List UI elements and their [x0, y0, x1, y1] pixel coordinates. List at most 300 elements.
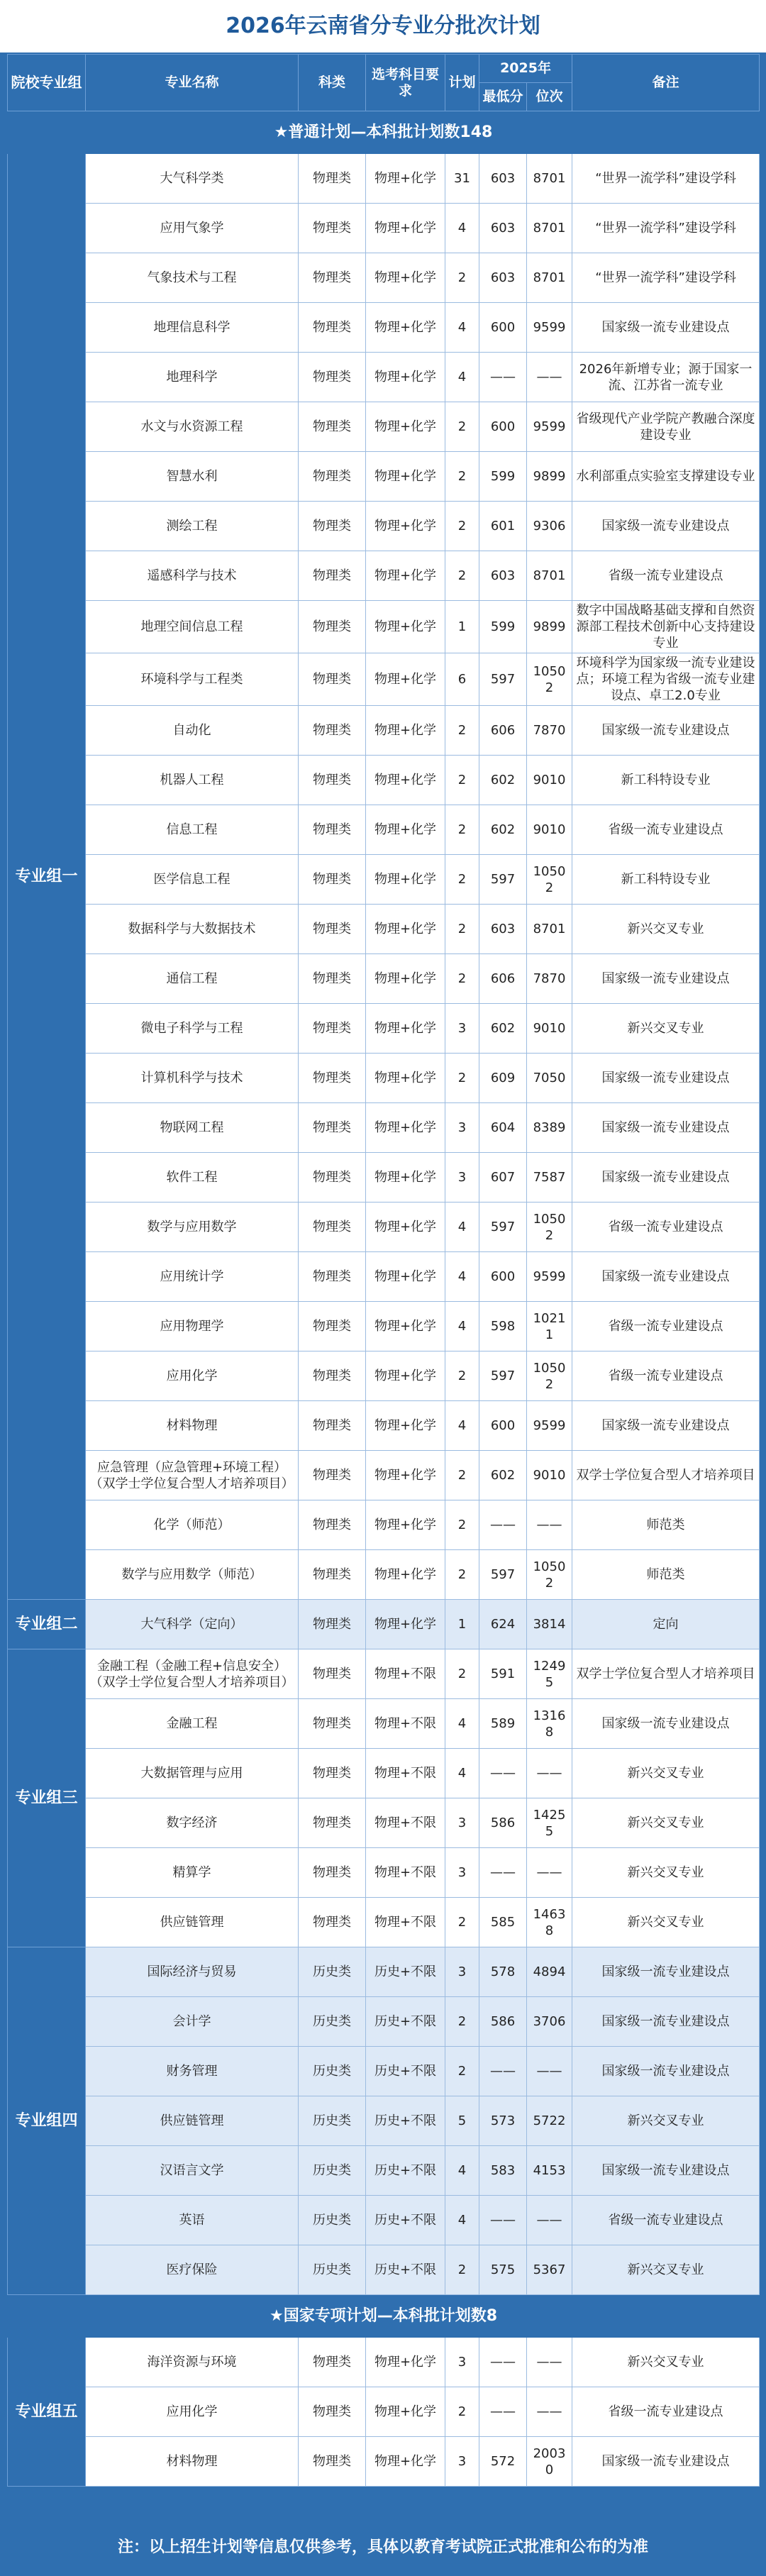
rank: 9599 — [527, 402, 572, 452]
major-name: 金融工程 — [86, 1699, 299, 1749]
min-score: 600 — [479, 303, 527, 353]
category: 物理类 — [299, 905, 366, 954]
min-score: 583 — [479, 2146, 527, 2196]
min-score: 597 — [479, 1351, 527, 1401]
plan-count: 3 — [445, 1947, 479, 1997]
plan-count: 1 — [445, 601, 479, 653]
plan-count: 2 — [445, 402, 479, 452]
remark: 国家级一流专业建设点 — [572, 954, 760, 1004]
major-name: 应用化学 — [86, 2387, 299, 2437]
major-name: 英语 — [86, 2196, 299, 2245]
remark: 国家级一流专业建设点 — [572, 2146, 760, 2196]
subject-requirement: 物理+化学 — [366, 253, 445, 303]
major-name: 通信工程 — [86, 954, 299, 1004]
remark: 省级一流专业建设点 — [572, 2387, 760, 2437]
subject-requirement: 物理+化学 — [366, 204, 445, 253]
rank: 3814 — [527, 1600, 572, 1649]
major-name: 大气科学（定向） — [86, 1600, 299, 1649]
remark: 国家级一流专业建设点 — [572, 2437, 760, 2487]
min-score: 599 — [479, 452, 527, 502]
header-rank: 位次 — [527, 83, 572, 111]
remark: 国家级一流专业建设点 — [572, 1252, 760, 1302]
subject-requirement: 物理+化学 — [366, 551, 445, 601]
min-score: 603 — [479, 253, 527, 303]
table-row — [8, 1898, 760, 1947]
table-row — [8, 1947, 760, 1997]
rank: 7587 — [527, 1153, 572, 1203]
subject-requirement: 物理+化学 — [366, 1203, 445, 1252]
major-name: 信息工程 — [86, 805, 299, 855]
remark: 新兴交叉专业 — [572, 905, 760, 954]
category: 物理类 — [299, 1798, 366, 1848]
plan-count: 2 — [445, 1550, 479, 1600]
subject-requirement: 历史+不限 — [366, 1997, 445, 2047]
min-score: 602 — [479, 1004, 527, 1054]
remark: 新兴交叉专业 — [572, 2096, 760, 2146]
category: 物理类 — [299, 402, 366, 452]
section-header: ★普通计划—本科批计划数148 — [8, 111, 760, 154]
rank: 9899 — [527, 452, 572, 502]
min-score: —— — [479, 353, 527, 402]
header-plan: 计划 — [445, 55, 479, 111]
major-name: 水文与水资源工程 — [86, 402, 299, 452]
group-name: 专业组二 — [8, 1600, 86, 1649]
remark: 双学士学位复合型人才培养项目 — [572, 1451, 760, 1500]
subject-requirement: 物理+不限 — [366, 1898, 445, 1947]
remark: 双学士学位复合型人才培养项目 — [572, 1649, 760, 1699]
category: 物理类 — [299, 1252, 366, 1302]
plan-count: 3 — [445, 1004, 479, 1054]
category: 物理类 — [299, 1848, 366, 1898]
subject-requirement: 物理+化学 — [366, 601, 445, 653]
remark: 国家级一流专业建设点 — [572, 1401, 760, 1451]
subject-requirement: 物理+化学 — [366, 1054, 445, 1103]
rank: 9899 — [527, 601, 572, 653]
plan-count: 4 — [445, 204, 479, 253]
plan-count: 2 — [445, 502, 479, 551]
plan-count: 4 — [445, 1401, 479, 1451]
min-score: —— — [479, 2338, 527, 2387]
major-name: 化学（师范） — [86, 1500, 299, 1550]
subject-requirement: 物理+化学 — [366, 1600, 445, 1649]
major-name: 大气科学类 — [86, 154, 299, 204]
group-name: 专业组三 — [8, 1649, 86, 1947]
page-title: 2026年云南省分专业分批次计划 — [0, 0, 766, 52]
plan-count: 2 — [445, 1649, 479, 1699]
plan-count: 4 — [445, 353, 479, 402]
plan-count: 2 — [445, 1054, 479, 1103]
category: 物理类 — [299, 1103, 366, 1153]
category: 物理类 — [299, 353, 366, 402]
table-row — [8, 2338, 760, 2387]
category: 历史类 — [299, 2196, 366, 2245]
major-name: 物联网工程 — [86, 1103, 299, 1153]
subject-requirement: 物理+化学 — [366, 2387, 445, 2437]
min-score: 597 — [479, 1203, 527, 1252]
plan-count: 2 — [445, 1898, 479, 1947]
remark: 新兴交叉专业 — [572, 2338, 760, 2387]
min-score: 578 — [479, 1947, 527, 1997]
min-score: 606 — [479, 954, 527, 1004]
subject-requirement: 历史+不限 — [366, 2047, 445, 2096]
table-row — [8, 653, 760, 706]
table-row — [8, 905, 760, 954]
major-name: 金融工程（金融工程+信息安全）（双学士学位复合型人才培养项目） — [86, 1649, 299, 1699]
rank: 8701 — [527, 253, 572, 303]
remark: 定向 — [572, 1600, 760, 1649]
rank: —— — [527, 2196, 572, 2245]
major-name: 供应链管理 — [86, 2096, 299, 2146]
table-row — [8, 303, 760, 353]
header-group: 院校专业组 — [8, 55, 86, 111]
rank: —— — [527, 1500, 572, 1550]
table-row — [8, 204, 760, 253]
category: 物理类 — [299, 1004, 366, 1054]
category: 物理类 — [299, 1401, 366, 1451]
rank: 12495 — [527, 1649, 572, 1699]
table-row — [8, 1153, 760, 1203]
category: 物理类 — [299, 502, 366, 551]
remark: “世界一流学科”建设学科 — [572, 253, 760, 303]
plan-count: 4 — [445, 1699, 479, 1749]
remark: “世界一流学科”建设学科 — [572, 204, 760, 253]
rank: 9010 — [527, 756, 572, 805]
remark: 国家级一流专业建设点 — [572, 2047, 760, 2096]
subject-requirement: 物理+化学 — [366, 756, 445, 805]
min-score: 586 — [479, 1798, 527, 1848]
rank: —— — [527, 2338, 572, 2387]
remark: 国家级一流专业建设点 — [572, 502, 760, 551]
remark: 数字中国战略基础支撑和自然资源部工程技术创新中心支持建设专业 — [572, 601, 760, 653]
rank: —— — [527, 353, 572, 402]
rank: 4153 — [527, 2146, 572, 2196]
category: 历史类 — [299, 2245, 366, 2295]
subject-requirement: 物理+化学 — [366, 954, 445, 1004]
header-remark: 备注 — [572, 55, 760, 111]
plan-count: 2 — [445, 452, 479, 502]
subject-requirement: 物理+化学 — [366, 353, 445, 402]
header-category: 科类 — [299, 55, 366, 111]
table-row — [8, 1004, 760, 1054]
major-name: 应用统计学 — [86, 1252, 299, 1302]
header-subjects: 选考科目要求 — [366, 55, 445, 111]
footer-note: 注：以上招生计划等信息仅供参考，具体以教育考试院正式批准和公布的为准 — [117, 2538, 648, 2556]
rank: 7050 — [527, 1054, 572, 1103]
header-major: 专业名称 — [86, 55, 299, 111]
major-name: 材料物理 — [86, 1401, 299, 1451]
table-row — [8, 154, 760, 204]
remark: 师范类 — [572, 1550, 760, 1600]
major-name: 医疗保险 — [86, 2245, 299, 2295]
table-row — [8, 1500, 760, 1550]
major-name: 应急管理（应急管理+环境工程）（双学士学位复合型人才培养项目） — [86, 1451, 299, 1500]
table-row — [8, 1600, 760, 1649]
table-row — [8, 1550, 760, 1600]
category: 物理类 — [299, 204, 366, 253]
rank: 4894 — [527, 1947, 572, 1997]
remark: 水利部重点实验室支撑建设专业 — [572, 452, 760, 502]
min-score: 600 — [479, 1252, 527, 1302]
category: 物理类 — [299, 1302, 366, 1351]
min-score: 599 — [479, 601, 527, 653]
subject-requirement: 物理+化学 — [366, 1550, 445, 1600]
category: 历史类 — [299, 2047, 366, 2096]
major-name: 自动化 — [86, 706, 299, 756]
table-row — [8, 1848, 760, 1898]
table-row — [8, 1649, 760, 1699]
table-row — [8, 954, 760, 1004]
rank: 20030 — [527, 2437, 572, 2487]
rank: 3706 — [527, 1997, 572, 2047]
major-name: 计算机科学与技术 — [86, 1054, 299, 1103]
rank: 5722 — [527, 2096, 572, 2146]
plan-count: 5 — [445, 2096, 479, 2146]
subject-requirement: 物理+化学 — [366, 1103, 445, 1153]
subject-requirement: 物理+化学 — [366, 154, 445, 204]
remark: 新工科特设专业 — [572, 756, 760, 805]
subject-requirement: 物理+化学 — [366, 402, 445, 452]
category: 物理类 — [299, 954, 366, 1004]
table-row — [8, 1401, 760, 1451]
major-name: 环境科学与工程类 — [86, 653, 299, 706]
table-row — [8, 2387, 760, 2437]
subject-requirement: 物理+化学 — [366, 653, 445, 706]
plan-count: 2 — [445, 1997, 479, 2047]
remark: 2026年新增专业；源于国家一流、江苏省一流专业 — [572, 353, 760, 402]
major-name: 微电子科学与工程 — [86, 1004, 299, 1054]
category: 物理类 — [299, 154, 366, 204]
rank: 9010 — [527, 805, 572, 855]
remark: 国家级一流专业建设点 — [572, 303, 760, 353]
subject-requirement: 物理+化学 — [366, 1004, 445, 1054]
table-row — [8, 2437, 760, 2487]
subject-requirement: 物理+化学 — [366, 706, 445, 756]
category: 物理类 — [299, 1649, 366, 1699]
major-name: 数学与应用数学（师范） — [86, 1550, 299, 1600]
header-year: 2025年 — [479, 55, 572, 83]
remark: 省级一流专业建设点 — [572, 551, 760, 601]
min-score: 572 — [479, 2437, 527, 2487]
rank: 8701 — [527, 905, 572, 954]
min-score: 603 — [479, 204, 527, 253]
remark: “世界一流学科”建设学科 — [572, 154, 760, 204]
plan-count: 2 — [445, 805, 479, 855]
subject-requirement: 物理+化学 — [366, 1401, 445, 1451]
category: 物理类 — [299, 1054, 366, 1103]
major-name: 财务管理 — [86, 2047, 299, 2096]
subject-requirement: 物理+化学 — [366, 1500, 445, 1550]
remark: 国家级一流专业建设点 — [572, 1054, 760, 1103]
rank: 14255 — [527, 1798, 572, 1848]
table-row — [8, 1203, 760, 1252]
major-name: 海洋资源与环境 — [86, 2338, 299, 2387]
subject-requirement: 历史+不限 — [366, 2096, 445, 2146]
subject-requirement: 物理+不限 — [366, 1848, 445, 1898]
major-name: 精算学 — [86, 1848, 299, 1898]
plan-count: 4 — [445, 1203, 479, 1252]
table-row — [8, 706, 760, 756]
subject-requirement: 历史+不限 — [366, 1947, 445, 1997]
table-row — [8, 2047, 760, 2096]
subject-requirement: 物理+化学 — [366, 502, 445, 551]
table-row — [8, 502, 760, 551]
rank: —— — [527, 2047, 572, 2096]
subject-requirement: 物理+化学 — [366, 1153, 445, 1203]
table-row — [8, 551, 760, 601]
table-row — [8, 2196, 760, 2245]
rank: —— — [527, 1848, 572, 1898]
min-score: 586 — [479, 1997, 527, 2047]
rank: 7870 — [527, 954, 572, 1004]
table-row — [8, 805, 760, 855]
category: 物理类 — [299, 551, 366, 601]
category: 历史类 — [299, 2146, 366, 2196]
subject-requirement: 历史+不限 — [366, 2196, 445, 2245]
enrollment-plan-table — [7, 54, 760, 2487]
min-score: 597 — [479, 653, 527, 706]
remark: 新工科特设专业 — [572, 855, 760, 905]
remark: 国家级一流专业建设点 — [572, 1699, 760, 1749]
min-score: 591 — [479, 1649, 527, 1699]
table-row — [8, 2146, 760, 2196]
plan-count: 2 — [445, 1451, 479, 1500]
min-score: —— — [479, 1848, 527, 1898]
subject-requirement: 物理+不限 — [366, 1798, 445, 1848]
category: 物理类 — [299, 1153, 366, 1203]
min-score: 602 — [479, 1451, 527, 1500]
table-row — [8, 1302, 760, 1351]
min-score: 603 — [479, 551, 527, 601]
major-name: 地理信息科学 — [86, 303, 299, 353]
table-row — [8, 601, 760, 653]
plan-count: 2 — [445, 551, 479, 601]
table-row — [8, 2245, 760, 2295]
major-name: 材料物理 — [86, 2437, 299, 2487]
rank: 7870 — [527, 706, 572, 756]
plan-count: 2 — [445, 706, 479, 756]
plan-count: 2 — [445, 2387, 479, 2437]
rank: 9599 — [527, 1401, 572, 1451]
remark: 省级一流专业建设点 — [572, 1203, 760, 1252]
rank: 10502 — [527, 1203, 572, 1252]
major-name: 地理科学 — [86, 353, 299, 402]
table-row — [8, 1451, 760, 1500]
rank: 10502 — [527, 1550, 572, 1600]
subject-requirement: 物理+不限 — [366, 1649, 445, 1699]
category: 物理类 — [299, 303, 366, 353]
subject-requirement: 物理+化学 — [366, 2338, 445, 2387]
category: 物理类 — [299, 1500, 366, 1550]
category: 物理类 — [299, 2437, 366, 2487]
plan-count: 3 — [445, 2437, 479, 2487]
table-row — [8, 855, 760, 905]
plan-count: 2 — [445, 253, 479, 303]
subject-requirement: 物理+不限 — [366, 1699, 445, 1749]
category: 物理类 — [299, 756, 366, 805]
min-score: 600 — [479, 1401, 527, 1451]
min-score: —— — [479, 2047, 527, 2096]
rank: 9599 — [527, 1252, 572, 1302]
rank: 9010 — [527, 1004, 572, 1054]
category: 物理类 — [299, 1898, 366, 1947]
plan-count: 4 — [445, 1252, 479, 1302]
rank: 8701 — [527, 551, 572, 601]
plan-count: 4 — [445, 2196, 479, 2245]
category: 物理类 — [299, 855, 366, 905]
major-name: 汉语言文学 — [86, 2146, 299, 2196]
rank: 14638 — [527, 1898, 572, 1947]
major-name: 数学与应用数学 — [86, 1203, 299, 1252]
category: 物理类 — [299, 1600, 366, 1649]
major-name: 气象技术与工程 — [86, 253, 299, 303]
remark: 省级一流专业建设点 — [572, 805, 760, 855]
remark: 新兴交叉专业 — [572, 1898, 760, 1947]
min-score: 609 — [479, 1054, 527, 1103]
plan-count: 4 — [445, 1302, 479, 1351]
plan-count: 2 — [445, 905, 479, 954]
category: 物理类 — [299, 1203, 366, 1252]
plan-count: 4 — [445, 1749, 479, 1798]
category: 物理类 — [299, 805, 366, 855]
major-name: 会计学 — [86, 1997, 299, 2047]
remark: 省级一流专业建设点 — [572, 1302, 760, 1351]
remark: 省级一流专业建设点 — [572, 1351, 760, 1401]
group-name: 专业组四 — [8, 1947, 86, 2295]
plan-count: 2 — [445, 855, 479, 905]
plan-count: 3 — [445, 1153, 479, 1203]
category: 历史类 — [299, 2096, 366, 2146]
category: 物理类 — [299, 653, 366, 706]
plan-count: 3 — [445, 1103, 479, 1153]
remark: 新兴交叉专业 — [572, 1848, 760, 1898]
subject-requirement: 历史+不限 — [366, 2245, 445, 2295]
rank: 9599 — [527, 303, 572, 353]
rank: 13168 — [527, 1699, 572, 1749]
major-name: 数据科学与大数据技术 — [86, 905, 299, 954]
category: 物理类 — [299, 601, 366, 653]
table-row — [8, 1749, 760, 1798]
table-row — [8, 1252, 760, 1302]
plan-count: 3 — [445, 1798, 479, 1848]
category: 物理类 — [299, 2338, 366, 2387]
rank: 10502 — [527, 653, 572, 706]
table-body — [8, 111, 760, 2487]
category: 物理类 — [299, 1749, 366, 1798]
major-name: 国际经济与贸易 — [86, 1947, 299, 1997]
subject-requirement: 物理+化学 — [366, 805, 445, 855]
plan-count: 2 — [445, 1351, 479, 1401]
plan-count: 31 — [445, 154, 479, 204]
min-score: 606 — [479, 706, 527, 756]
rank: —— — [527, 1749, 572, 1798]
section-header: ★国家专项计划—本科批计划数8 — [8, 2295, 760, 2338]
major-name: 数字经济 — [86, 1798, 299, 1848]
table-row — [8, 353, 760, 402]
subject-requirement: 物理+化学 — [366, 1302, 445, 1351]
remark: 省级一流专业建设点 — [572, 2196, 760, 2245]
plan-count: 3 — [445, 2338, 479, 2387]
category: 物理类 — [299, 1351, 366, 1401]
remark: 国家级一流专业建设点 — [572, 1947, 760, 1997]
table-row — [8, 2096, 760, 2146]
plan-count: 2 — [445, 2047, 479, 2096]
rank: 9010 — [527, 1451, 572, 1500]
subject-requirement: 物理+化学 — [366, 1351, 445, 1401]
subject-requirement: 历史+不限 — [366, 2146, 445, 2196]
min-score: 597 — [479, 1550, 527, 1600]
plan-count: 2 — [445, 2245, 479, 2295]
min-score: —— — [479, 2196, 527, 2245]
